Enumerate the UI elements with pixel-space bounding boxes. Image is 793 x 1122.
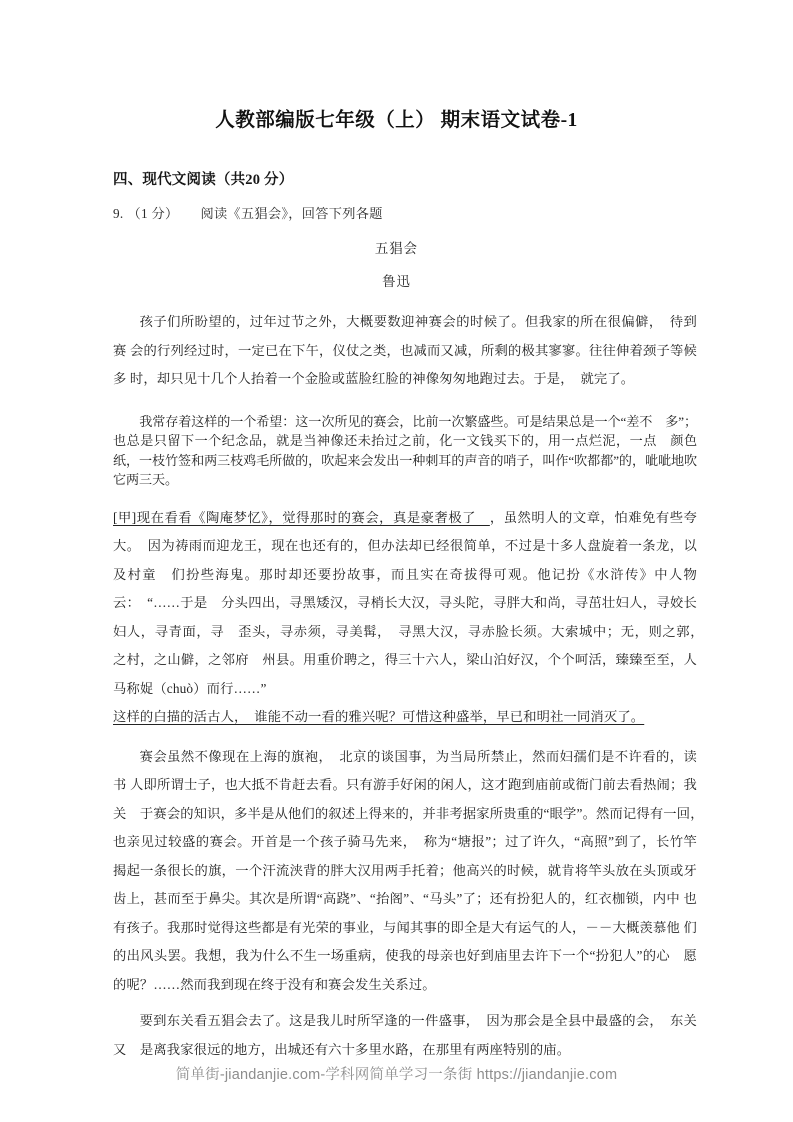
paragraph-5: 要到东关看五猖会去了。这是我儿时所罕逢的一件盛事， 因为那会是全县中最盛的会， 东关又 是离我家很远的地方，出城还有六十多里水路，在那里有两座特别的庙。 [113, 1013, 697, 1057]
section-heading: 四、现代文阅读（共20 分） [113, 172, 294, 188]
paragraph-4: 赛会虽然不像现在上海的旗袍， 北京的谈国事，为当局所禁止，然而妇孺们是不许看的，读书 人即所谓士子，也大抵不肯赶去看。只有游手好闲的闲人，这才跑到庙前或衙门前去看热闹；我关 于赛会的知识，多半是从他们的叙述上得来的，并非考据家所贵重的“眼学”。然而记得有一回， 也亲见过较盛的赛会。开首是一个孩子骑马先来， 称为“塘报”；过了许久，“高照”到了，长竹竿 揭起一条很长的旗，一个汗流浃背的胖大汉用两手托着；他高兴的时候，就肯将竿头放在头顶或牙 齿上，甚而至于鼻尖。其次是所谓“高跷”、“抬阁”、“马头”了；还有扮犯人的，红衣枷锁，内中 也有孩子。我那时觉得这些都是有光荣的事业，与闻其事的即全是大有运气的人，－－大概羡慕他 们的出风头罢。我想，我为什么不生一场重病，使我的母亲也好到庙里去许下一个“扮犯人”的心 愿的呢？……然而我到现在终于没有和赛会发生关系过。 [113, 748, 711, 992]
paragraph-1: 孩子们所盼望的，过年过节之外，大概要数迎神赛会的时候了。但我家的所在很偏僻， 待到赛 会的行列经过时，一定已在下午，仪仗之类，也减而又减，所剩的极其寥寥。往往伸着颈子等候多 时，却只见十几个人抬着一个金脸或蓝脸红脸的神像匆匆地跑过去。于是， 就完了。 [113, 314, 697, 386]
page-title: 人教部编版七年级（上） 期末语文试卷-1 [215, 110, 578, 131]
paragraph-3 [113, 504, 711, 732]
question-number: 9. [113, 206, 124, 221]
footer-watermark: 简单街-jiandanjie.com-学科网简单学习一条街 https://jiandanjie.com [175, 1067, 618, 1083]
paragraph-3-body: ，虽然明人的文章，怕难免有些夸大。 因为祷雨而迎龙王，现在也还有的，但办法却已经很简单，不过是十多人盘旋着一条龙，以及村童 们扮些海鬼。那时却还要扮故事，而且实在奇拔得可观。他记扮《水浒传》中人物云： “……于是 分头四出，寻黑矮汉，寻梢长大汉，寻头陀，寻胖大和尚，寻茁壮妇人，寻姣长妇人，寻青面，寻 歪头，寻赤须，寻美髯， 寻黑大汉，寻赤脸长须。大索城中；无，则之郭， 之村，之山僻，之邻府 州县。用重价聘之，得三十六人，梁山泊好汉，个个呵活，臻臻至至，人马称娖（chuò）而行……” [113, 509, 711, 696]
underlined-passage-tail: 这样的白描的活古人， 谁能不动一看的雅兴呢？可惜这种盛举，早已和明社一同消灭了。 [113, 709, 645, 724]
underlined-passage-head: [甲]现在看看《陶庵梦忆》，觉得那时的赛会，真是豪奢极了 [113, 509, 490, 525]
article-author: 鲁迅 [382, 274, 411, 289]
paragraph-spacer [113, 999, 697, 1007]
paragraph-spacer [113, 496, 697, 504]
article-title: 五猖会 [374, 241, 419, 256]
paragraph-2: 我常存着这样的一个希望：这一次所见的赛会，比前一次繁盛些。可是结果总是一个“差不 多”；也总是只留下一个纪念品，就是当神像还未抬过之前，化一文钱买下的，用一点烂泥，一点 颜色纸，一枝竹签和两三枝鸡毛所做的，吹起来会发出一种刺耳的声音的哨子，叫作“吹都都”的，呲呲地吹它两三天。 [113, 413, 697, 487]
question-prompt: 阅读《五猖会》，回答下列各题 [200, 206, 383, 221]
question-score: （1 分） [127, 206, 179, 221]
paragraph-spacer [113, 732, 697, 743]
paragraph-spacer [113, 394, 697, 402]
question-line [0, 189, 793, 222]
article-body [0, 290, 793, 1064]
